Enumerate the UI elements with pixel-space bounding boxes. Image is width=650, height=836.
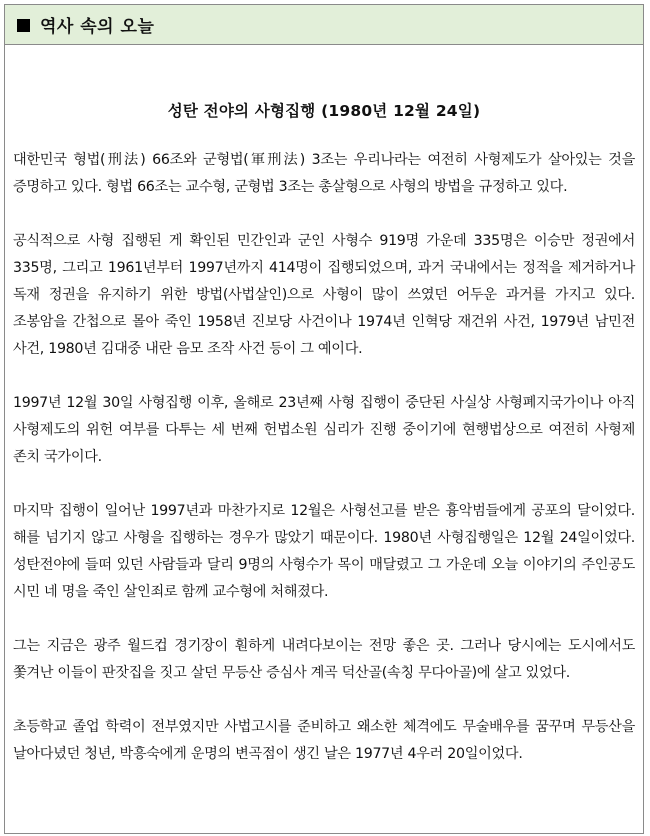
section-title: 역사 속의 오늘 xyxy=(40,17,155,37)
black-square-icon xyxy=(17,19,30,32)
article-body xyxy=(5,45,643,768)
article-paragraph-2: 공식적으로 사형 집행된 게 확인된 민간인과 군인 사형수 919명 가운데 335명은 이승만 정권에서 335명, 그리고 1961년부터 1997년까지 414명이 집행되었으며, 과거 국내에서는 정적을 제거하거나 독재 정권을 유지하기 위한 방법(사법살인)으로 사형이 많이 쓰였던 어두운 과거를 가지고 있다. 조봉암을 간첩으로 몰아 죽인 1958년 진보당 사건이나 1974년 인혁당 재건위 사건, 1979년 남민전 사건, 1980년 김대중 내란 음모 조작 사건 등이 그 예이다. xyxy=(13,233,635,357)
article-paragraph-5: 그는 지금은 광주 월드컵 경기장이 훤하게 내려다보이는 전망 좋은 곳. 그러나 당시에는 도시에서도 쫓겨난 이들이 판잣집을 짓고 살던 무등산 증심사 계곡 덕산골(속칭 무다아골)에 살고 있었다. xyxy=(13,638,635,681)
article-paragraph-6: 초등학교 졸업 학력이 전부였지만 사법고시를 준비하고 왜소한 체격에도 무술배우를 꿈꾸며 무등산을 날아다녔던 청년, 박흥숙에게 운명의 변곡점이 생긴 날은 1977년 4우러 20일이었다. xyxy=(13,719,635,762)
article-paragraph-1: 대한민국 형법(刑法) 66조와 군형법(軍刑法) 3조는 우리나라는 여전히 사형제도가 살아있는 것을 증명하고 있다. 형법 66조는 교수형, 군형법 3조는 총살형으로 사형의 방법을 규정하고 있다. xyxy=(13,152,635,195)
article-title: 성탄 전야의 사형집행 (1980년 12월 24일) xyxy=(167,102,481,120)
article-paragraph-4: 마지막 집행이 일어난 1997년과 마찬가지로 12월은 사형선고를 받은 흉악범들에게 공포의 달이었다. 해를 넘기지 않고 사형을 집행하는 경우가 많았기 때문이다. 1980년 사형집행일은 12월 24일이었다. 성탄전야에 들떠 있던 사람들과 달리 9명의 사형수가 목이 매달렸고 그 가운데 오늘 이야기의 주인공도 시민 네 명을 죽인 살인죄로 함께 교수형에 처해졌다. xyxy=(13,503,635,600)
article-paragraph-3: 1997년 12월 30일 사형집행 이후, 올해로 23년째 사형 집행이 중단된 사실상 사형폐지국가이나 아직 사형제도의 위헌 여부를 다투는 세 번째 헌법소원 심리가 진행 중이기에 현행법상으로 여전히 사형제 존치 국가이다. xyxy=(13,395,635,465)
article-box xyxy=(4,4,644,834)
section-header xyxy=(5,5,643,45)
